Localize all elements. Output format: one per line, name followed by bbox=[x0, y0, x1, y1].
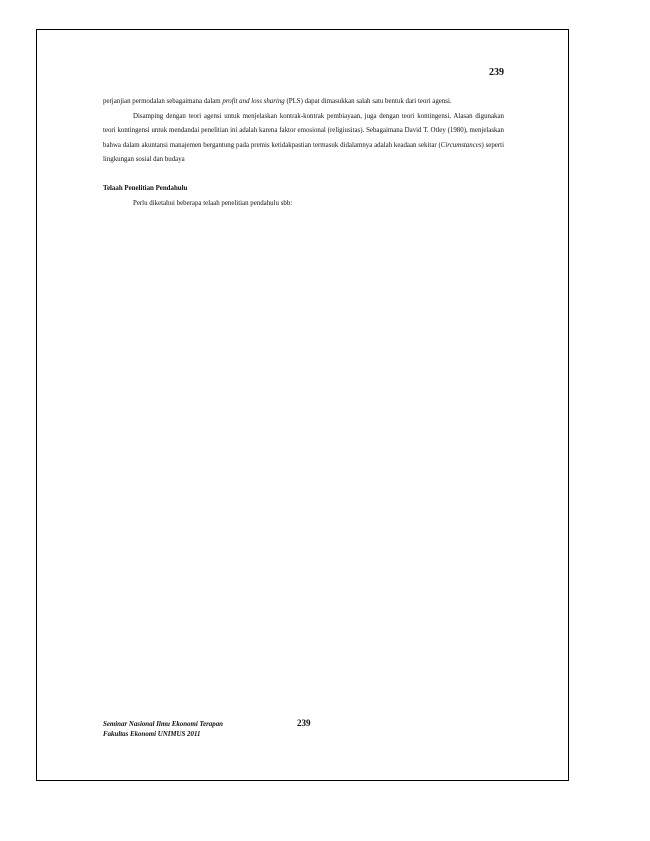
italic-term: profit and loss sharing bbox=[222, 98, 285, 105]
paragraph-agency-theory bbox=[103, 95, 504, 110]
italic-term: Circumstances bbox=[440, 141, 482, 149]
page-number-top: 239 bbox=[489, 67, 504, 78]
section-heading: Telaah Penelitian Pendahulu bbox=[103, 184, 188, 192]
paragraph-text: ) seperti lingkungan sosial dan budaya bbox=[103, 141, 504, 164]
footer-line-seminar: Seminar Nasional Ilmu Ekonomi Terapan bbox=[103, 721, 223, 728]
section-intro: Perlu diketahui beberapa telaah penelitian pendahulu sbb: bbox=[133, 199, 293, 207]
paragraph-text: (PLS) dapat dimasukkan salah satu bentuk dari teori agensi. bbox=[284, 98, 452, 105]
page-body bbox=[103, 95, 504, 211]
footer-line-faculty: Fakultas Ekonomi UNIMUS 2011 bbox=[103, 731, 201, 738]
paragraph-text: Disamping dengan teori agensi untuk menjelaskan kontrak-kontrak pembiayaan, juga dengan teori kontingensi. Alasan digunakan teori kontingensi untuk mendandai penelitian ini adalah karena faktor emosional (religiusitas). Sebagaimana David T. Otley (1980), menjelaskan bahwa dalam akuntansi manajemen bergantung pada premis ketidakpastian termasuk didalamnya adalah keadaan sekitar ( bbox=[103, 112, 504, 149]
paragraph-contingency-theory bbox=[103, 110, 504, 168]
footer bbox=[103, 720, 223, 740]
page-number-bottom: 239 bbox=[297, 718, 311, 728]
paragraph-text: perjanjian permodalan sebagaimana dalam bbox=[103, 98, 223, 105]
